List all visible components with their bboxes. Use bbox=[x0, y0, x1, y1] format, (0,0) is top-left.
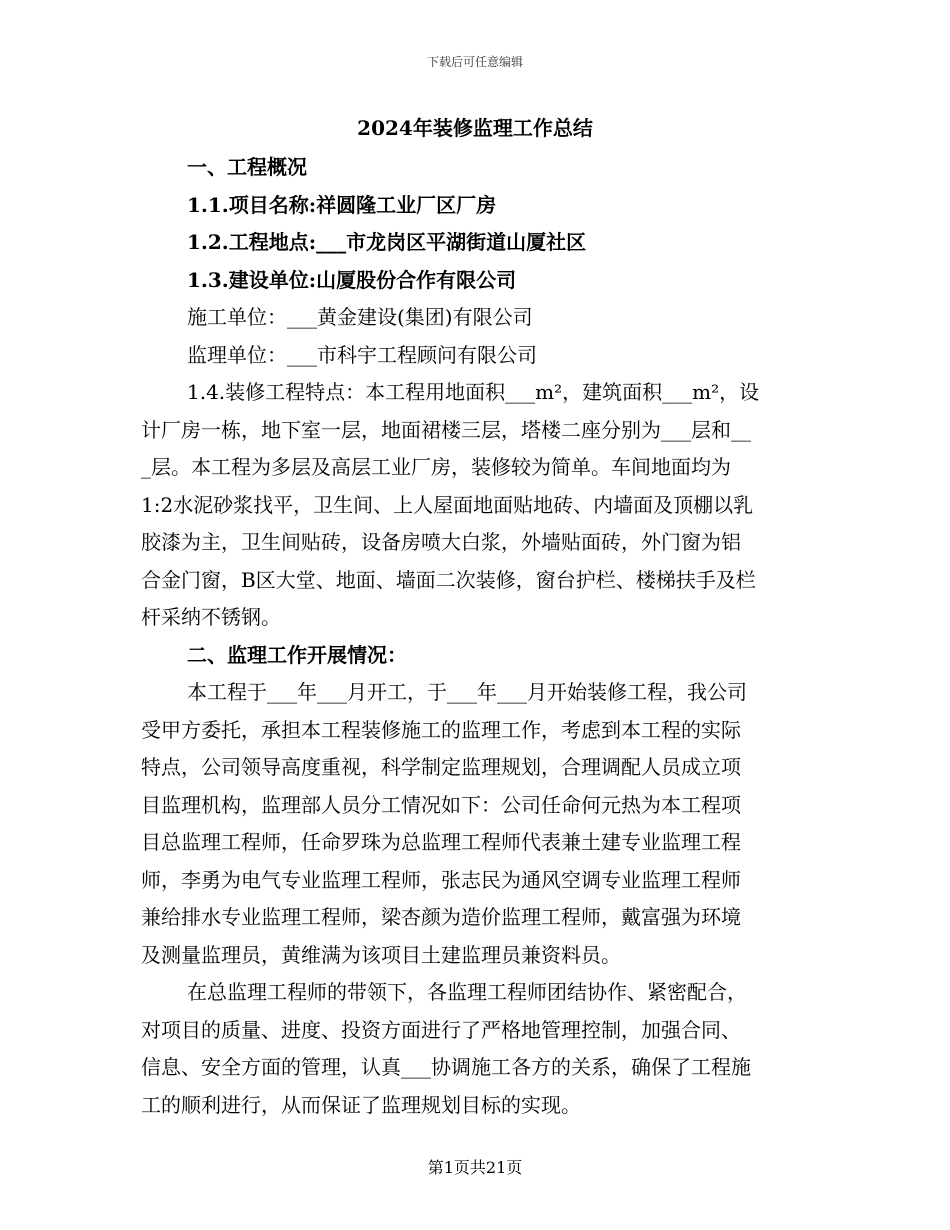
paragraph-line: 在总监理工程师的带领下，各监理工程师团结协作、紧密配合， bbox=[187, 980, 747, 1004]
paragraph-line: 受甲方委托，承担本工程装修施工的监理工作，考虑到本工程的实际 bbox=[141, 717, 741, 742]
owner-unit: 1.3.建设单位:山厦股份合作有限公司 bbox=[187, 267, 517, 292]
paragraph-line: 对项目的质量、进度、投资方面进行了严格地管理控制，加强合同、 bbox=[141, 1017, 741, 1042]
supervisor-unit: 监理单位：___市科宇工程顾问有限公司 bbox=[187, 342, 537, 367]
features-line: 胶漆为主，卫生间贴砖，设备房喷大白浆，外墙贴面砖，外门窗为铝 bbox=[141, 530, 741, 554]
features-line: 1:2水泥砂浆找平，卫生间、上人屋面地面贴地砖、内墙面及顶棚以乳 bbox=[141, 492, 754, 517]
document-title: 2024年装修监理工作总结 bbox=[357, 116, 593, 140]
paragraph-line: 目监理机构，监理部人员分工情况如下：公司任命何元热为本工程项 bbox=[141, 792, 741, 817]
paragraph-line: 兼给排水专业监理工程师，梁杏颜为造价监理工程师，戴富强为环境 bbox=[141, 905, 741, 929]
section1-heading: 一、工程概况 bbox=[187, 155, 307, 179]
project-location: 1.2.工程地点:___市龙岗区平湖街道山厦社区 bbox=[187, 230, 587, 254]
paragraph-line: 及测量监理员，黄维满为该项目土建监理员兼资料员。 bbox=[141, 942, 621, 967]
features-line: 杆采纳不锈钢。 bbox=[141, 605, 281, 629]
paragraph-line: 特点，公司领导高度重视，科学制定监理规划，合理调配人员成立项 bbox=[141, 755, 741, 779]
section2-heading: 二、监理工作开展情况： bbox=[187, 642, 407, 667]
features-paragraph bbox=[141, 374, 809, 637]
management-paragraph bbox=[141, 974, 809, 1124]
header-note: 下载后可任意编辑 bbox=[426, 55, 523, 69]
document-body bbox=[141, 112, 809, 1124]
paragraph-line: 目总监理工程师，任命罗珠为总监理工程师代表兼土建专业监理工程 bbox=[141, 830, 741, 854]
paragraph-line: 本工程于___年___月开工，于___年___月开始装修工程，我公司 bbox=[187, 680, 747, 704]
features-line: 合金门窗，B区大堂、地面、墙面二次装修，窗台护栏、楼梯扶手及栏 bbox=[141, 567, 756, 592]
paragraph-line: 师，李勇为电气专业监理工程师，张志民为通风空调专业监理工程师 bbox=[141, 867, 741, 892]
staffing-paragraph bbox=[141, 674, 809, 974]
paragraph-line: 工的顺利进行，从而保证了监理规划目标的实现。 bbox=[141, 1092, 581, 1117]
features-line: 1.4.装修工程特点：本工程用地面积___m²，建筑面积___m²，设 bbox=[187, 380, 760, 404]
features-line: 计厂房一栋，地下室一层，地面裙楼三层，塔楼二座分别为___层和__ bbox=[141, 417, 751, 442]
project-name: 1.1.项目名称:祥圆隆工业厂区厂房 bbox=[187, 192, 497, 217]
paragraph-line: 信息、安全方面的管理，认真___协调施工各方的关系，确保了工程施 bbox=[141, 1055, 751, 1079]
page-number-footer: 第1页共21页 bbox=[427, 1158, 523, 1177]
features-line: _层。本工程为多层及高层工业厂房，装修较为简单。车间地面均为 bbox=[141, 455, 731, 479]
contractor-unit: 施工单位：___黄金建设(集团)有限公司 bbox=[187, 305, 533, 329]
